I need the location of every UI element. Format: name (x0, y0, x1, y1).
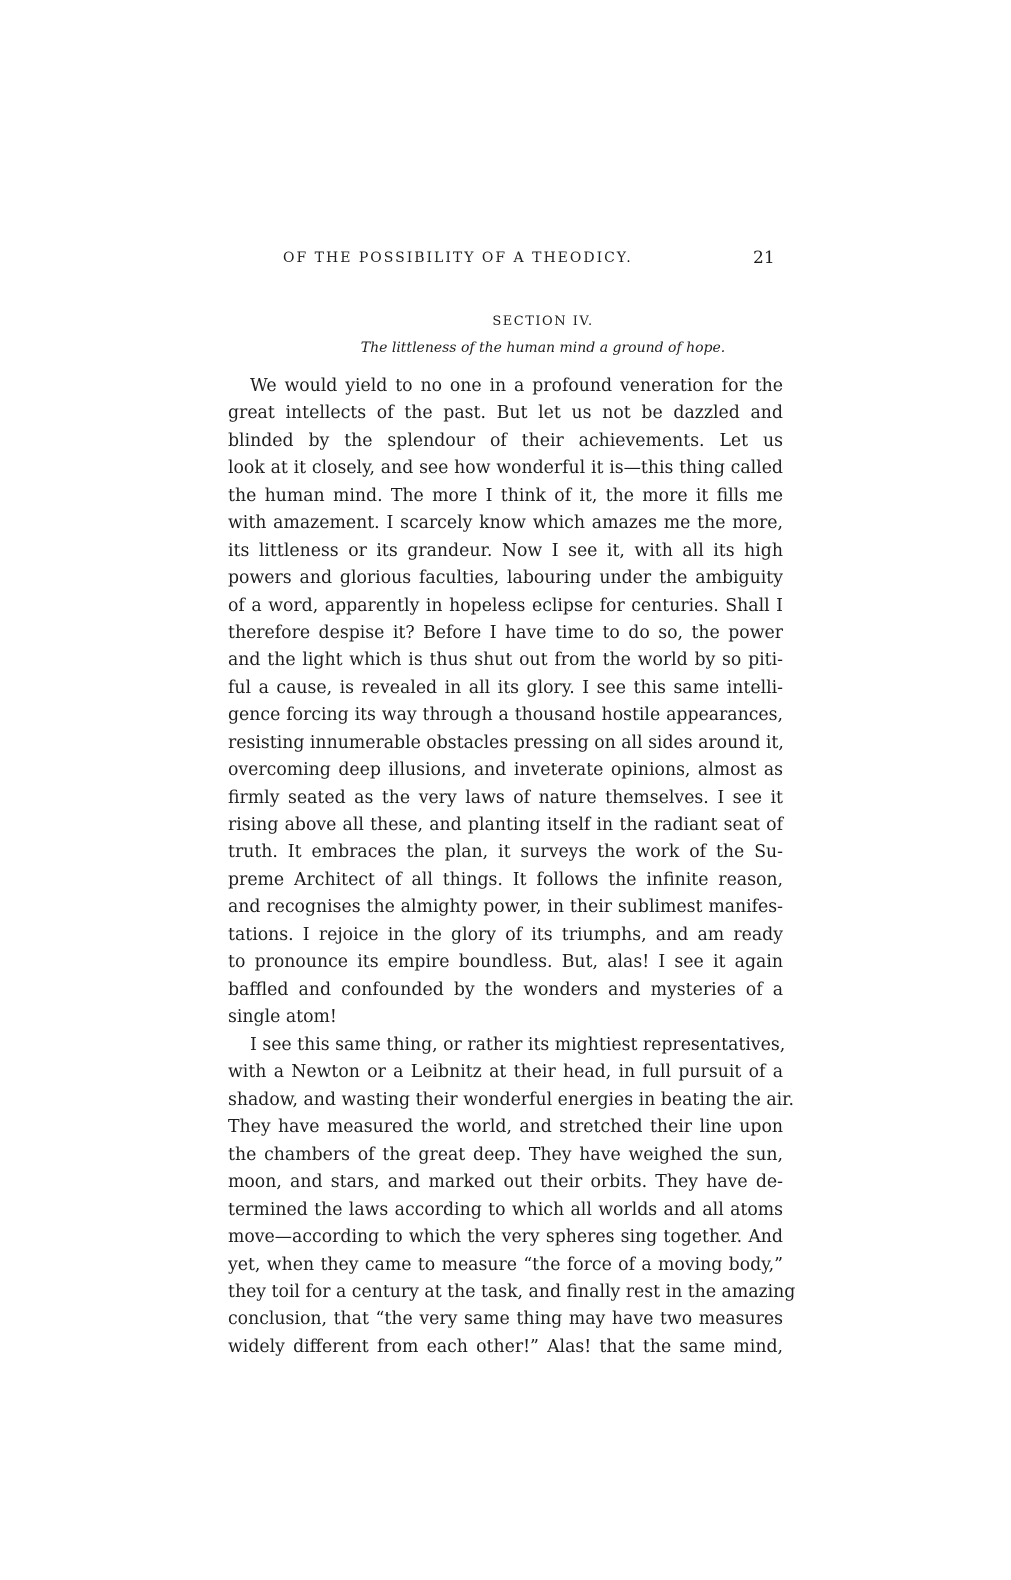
text-line: shadow, and wasting their wonderful energies in beating the air. (228, 1089, 795, 1110)
running-head: OF THE POSSIBILITY OF A THEODICY. (283, 250, 633, 266)
text-line: moon, and stars, and marked out their orbits. They have de- (228, 1172, 783, 1193)
text-line: We would yield to no one in a profound veneration for the (250, 376, 783, 396)
text-line: and the light which is thus shut out from the world by so piti- (228, 650, 783, 671)
page-number: 21 (753, 248, 775, 268)
text-line: preme Architect of all things. It follows the infinite reason, (228, 869, 783, 890)
text-line: with amazement. I scarcely know which amazes me the more, (228, 513, 783, 534)
text-line: tations. I rejoice in the glory of its triumphs, and am ready (228, 924, 783, 945)
text-line: the chambers of the great deep. They have weighed the sun, (228, 1144, 783, 1165)
text-line: therefore despise it? Before I have time to do so, the power (228, 622, 783, 643)
text-line: with a Newton or a Leibnitz at their head, in full pursuit of a (228, 1062, 783, 1083)
text-line: look at it closely, and see how wonderful it is—this thing called (228, 458, 783, 479)
body-paragraph (228, 373, 783, 1032)
text-line: ful a cause, is revealed in all its glory. I see this same intelli- (228, 677, 783, 698)
text-line: conclusion, that “the very same thing may have two measures (228, 1309, 783, 1330)
text-line: truth. It embraces the plan, it surveys the work of the Su- (228, 842, 783, 863)
text-line: and recognises the almighty power, in their sublimest manifes- (228, 897, 783, 918)
text-line: termined the laws according to which all worlds and all atoms (228, 1199, 783, 1220)
text-line: I see this same thing, or rather its mightiest representatives, (250, 1035, 786, 1055)
text-line: to pronounce its empire boundless. But, alas! I see it again (228, 952, 783, 973)
text-line: move—according to which the very spheres sing together. And (228, 1227, 783, 1248)
text-line: they toil for a century at the task, and finally rest in the amazing (228, 1281, 796, 1302)
text-line: resisting innumerable obstacles pressing on all sides around it, (228, 732, 784, 753)
text-line: They have measured the world, and stretched their line upon (228, 1117, 783, 1138)
text-line: blinded by the splendour of their achievements. Let us (228, 430, 783, 451)
text-line: baffled and confounded by the wonders and mysteries of a (228, 979, 783, 1000)
text-line: great intellects of the past. But let us not be dazzled and (228, 403, 783, 424)
section-heading: SECTION IV. (492, 314, 594, 329)
text-line: rising above all these, and planting itself in the radiant seat of (228, 815, 783, 835)
section-subtitle: The littleness of the human mind a ground of hope. (360, 340, 726, 356)
text-line: firmly seated as the very laws of nature themselves. I see it (228, 787, 783, 808)
body-paragraph (228, 1032, 796, 1361)
text-line: of a word, apparently in hopeless eclipse for centuries. Shall I (228, 595, 783, 616)
text-line: widely different from each other!” Alas! that the same mind, (228, 1336, 783, 1357)
text-line: the human mind. The more I think of it, the more it fills me (228, 485, 783, 506)
text-line: overcoming deep illusions, and inveterate opinions, almost as (228, 760, 783, 781)
text-line: powers and glorious faculties, labouring under the ambiguity (228, 568, 783, 589)
text-line: single atom! (228, 1007, 337, 1028)
text-line: its littleness or its grandeur. Now I see it, with all its high (228, 540, 783, 561)
text-line: gence forcing its way through a thousand hostile appearances, (228, 705, 783, 726)
text-line: yet, when they came to measure “the force of a moving body,” (228, 1254, 783, 1275)
